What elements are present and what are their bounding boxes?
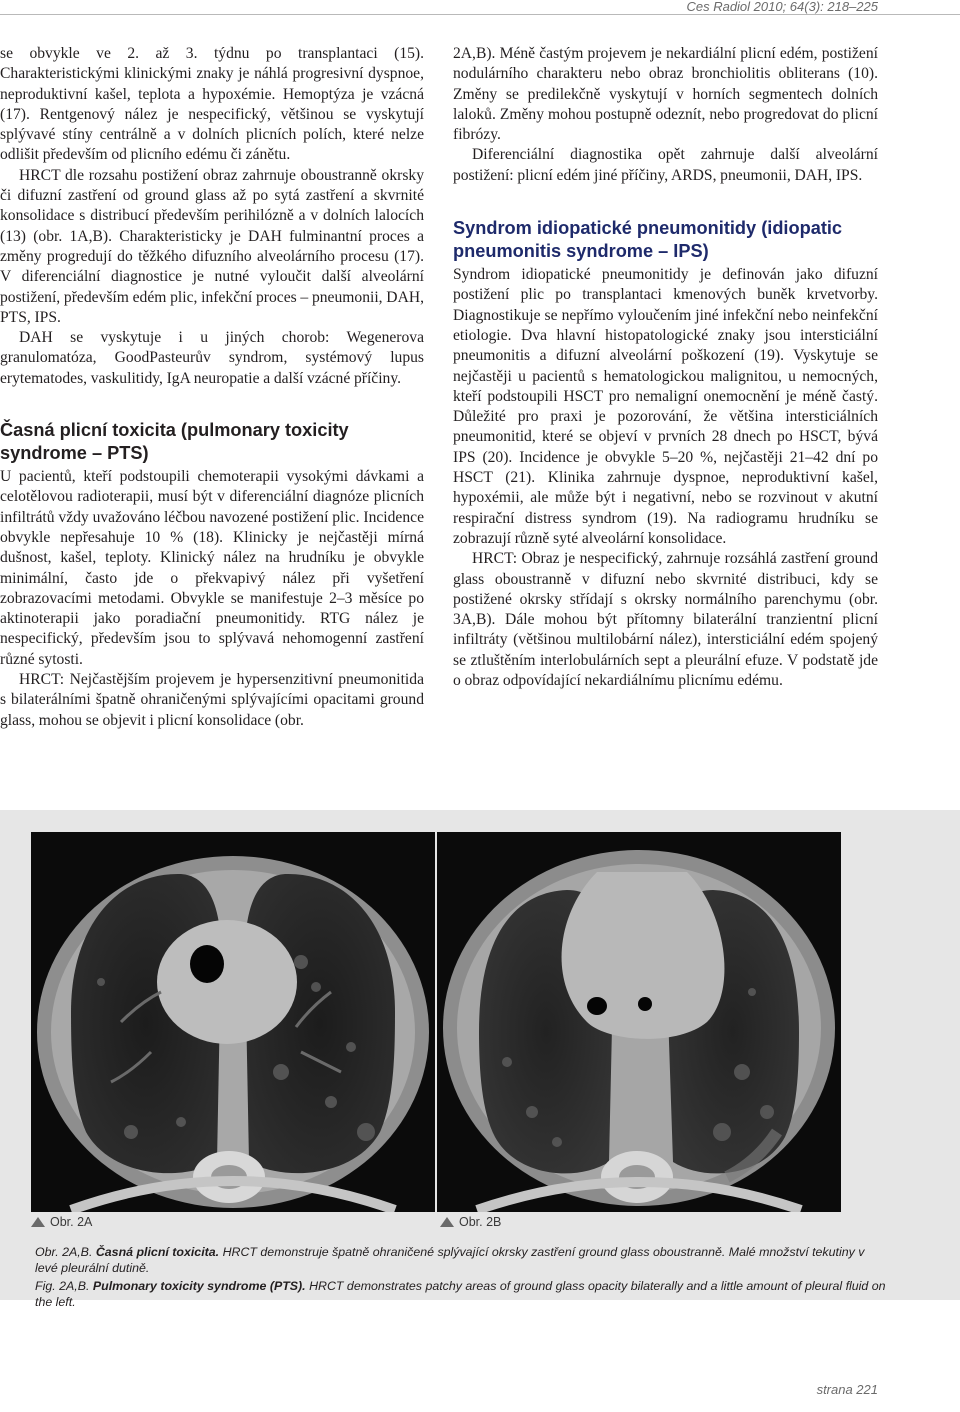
figure-label-2a bbox=[31, 1215, 92, 1229]
section-heading-ips: Syndrom idiopatické pneumonitidy (idiopatic pneumonitis syndrome – IPS) bbox=[453, 218, 843, 262]
caption-prefix: Fig. 2A,B. bbox=[35, 1279, 90, 1293]
figure-label-text: Obr. 2B bbox=[459, 1215, 502, 1229]
section-heading-pts: Časná plicní toxicita (pulmonary toxicity syndrome – PTS) bbox=[0, 420, 349, 464]
paragraph: Syndrom idiopatické pneumonitidy je definován jako difuzní postižení plic po transplantaci kmenových buněk krvetvorby. Diagnostikuje se nepřímo vyloučením jiné infekční nebo neinfekční etiologie. Dva hlavní histopatologické znaky jsou intersticiální pneumonitis a difuzní alveolární poškození (19). Vyskytuje se nejčastěji u pacientů s hematologickou malignitou, u nemocných, kteří podstoupili HSCT pro nemaligní onemocnění je méně častý. Důležité pro praxi je pozorování, že většina intersticiálních pneumonitid, které se objeví v prvních 28 dnech po HSCT, bývá IPS (20). Incidence je obvykle 5–20 %, nejčastěji 21–42 dní po HSCT (21). Klinika zahrnuje dyspnoe, neproduktivní kašel, hypoxémii, ale může být i negativní, nebo se rozvinout v akutní respirační distress syndrom (19). Na radiogramu hrudníku se zobrazují různě syté alveolární konsolidace. bbox=[453, 266, 878, 547]
caption-title: Pulmonary toxicity syndrome (PTS). bbox=[92, 1279, 306, 1293]
caption-text: HRCT demonstruje špatně ohraničené splývající okrsky zastření ground glass oboustranně. Malé množství tekutiny v levé pleurální dutině. bbox=[35, 1245, 865, 1275]
paragraph: se obvykle ve 2. až 3. týdnu po transplantaci (15). Charakteristickými klinickými znaky je náhlá progresivní dyspnoe, neproduktivní kašel, teplota a hypoxémie. Hemoptýza je vzácná (17). Rentgenový nález je nespecifický, většinou se vyskytují splývavé stíny centrálně a v dolních plicních polích, které nelze odlišit především od plicního edému či zánětu. bbox=[0, 45, 424, 164]
ct-image-2b bbox=[437, 832, 841, 1212]
page-number: strana 221 bbox=[816, 1382, 878, 1397]
figure-caption-czech bbox=[35, 1244, 890, 1276]
ct-scan-2b-graphic bbox=[437, 832, 841, 1212]
paragraph: Diferenciální diagnostika opět zahrnuje další alveolární postižení: plicní edém jiné příčiny, ARDS, pneumonii, DAH, IPS. bbox=[453, 146, 878, 184]
paragraph: U pacientů, kteří podstoupili chemoterapii vysokými dávkami a celotělovou radioterapii, musí být v diferenciální diagnóze plicních infiltrátů vždy uvažováno léčbou navozené postižení plic. Incidence obvykle nepřesahuje 10 % (18). Klinicky je nejčastěji mírná dušnost, kašel, teploty. Klinický nález na hrudníku je obvykle minimální, často jde o překvapivý nález při vyšetření zobrazovacími metodami. Obvykle se manifestuje 2–3 měsíce po aktinoterapii jako poradiační pneumonitidy. RTG nález je nespecifický, především jsou to splývavá nehomogenní zastření různé sytosti. bbox=[0, 468, 424, 668]
figure-label-2b bbox=[440, 1215, 501, 1229]
caption-text: HRCT demonstrates patchy areas of ground glass opacity bilaterally and a little amount of pleural fluid on the left. bbox=[35, 1279, 886, 1309]
running-head bbox=[0, 0, 960, 15]
paragraph: HRCT: Obraz je nespecifický, zahrnuje rozsáhlá zastření ground glass oboustranně v difuzní nebo skvrnité distribuci, kdy se postižené okrsky střídají s okrsky normálního parenchymu (obr. 3A,B). Dále mohou být přítomny bilaterální tranzientní plicní infiltráty (většinou multilobární nález), intersticiální edém spojený se ztluštěním interlobulárních sept a pleurální efuze. V podstatě jde o obraz odpovídající nekardiálnímu plicnímu edému. bbox=[453, 550, 878, 690]
paragraph: HRCT dle rozsahu postižení obraz zahrnuje oboustranně okrsky či difuzní zastření od ground glass až po sytá zastření a skvrnité konsolidace s distribucí především perihilózně a v dolních lalocích (13) (obr. 1A,B). Charakteristicky je DAH fulminantní proces a změny progredují do těžkého difuzního alveolárního procesu (17). V diferenciální diagnostice je nutné vyloučit další alveolární postižení, především edém plic, infekční proces – pneumonii, DAH, PTS, IPS. bbox=[0, 166, 424, 326]
ct-image-2a bbox=[31, 832, 435, 1212]
right-column bbox=[453, 44, 878, 691]
journal-citation: Ces Radiol 2010; 64(3): 218–225 bbox=[686, 0, 878, 14]
paragraph: DAH se vyskytuje i u jiných chorob: Wegenerova granulomatóza, GoodPasteurův syndrom, systémový lupus erytematodes, vaskulitidy, IgA neuropatie a další vzácné příčiny. bbox=[0, 329, 424, 387]
ct-scan-2a-graphic bbox=[31, 832, 435, 1212]
paragraph: 2A,B). Méně častým projevem je nekardiální plicní edém, postižení nodulárního charakteru nebo obraz bronchiolitis obliterans (10). Změny se predilekčně vyskytují v horních segmentech dolních laloků. Změny mohou postupně odeznít, nebo progredovat do plicní fibrózy. bbox=[453, 45, 878, 144]
triangle-marker-icon bbox=[440, 1217, 454, 1227]
figure-caption-english bbox=[35, 1278, 890, 1310]
figure-label-text: Obr. 2A bbox=[50, 1215, 93, 1229]
caption-prefix: Obr. 2A,B. bbox=[35, 1245, 93, 1259]
left-column bbox=[0, 44, 424, 731]
figure-panel bbox=[0, 810, 960, 1309]
triangle-marker-icon bbox=[31, 1217, 45, 1227]
caption-title: Časná plicní toxicita. bbox=[95, 1245, 220, 1259]
paragraph: HRCT: Nejčastějším projevem je hypersenzitivní pneumonitida s bilaterálními špatně ohraničenými splývajícími opacitami ground glass, mohou se objevit i plicní konsolidace (obr. bbox=[0, 671, 424, 729]
